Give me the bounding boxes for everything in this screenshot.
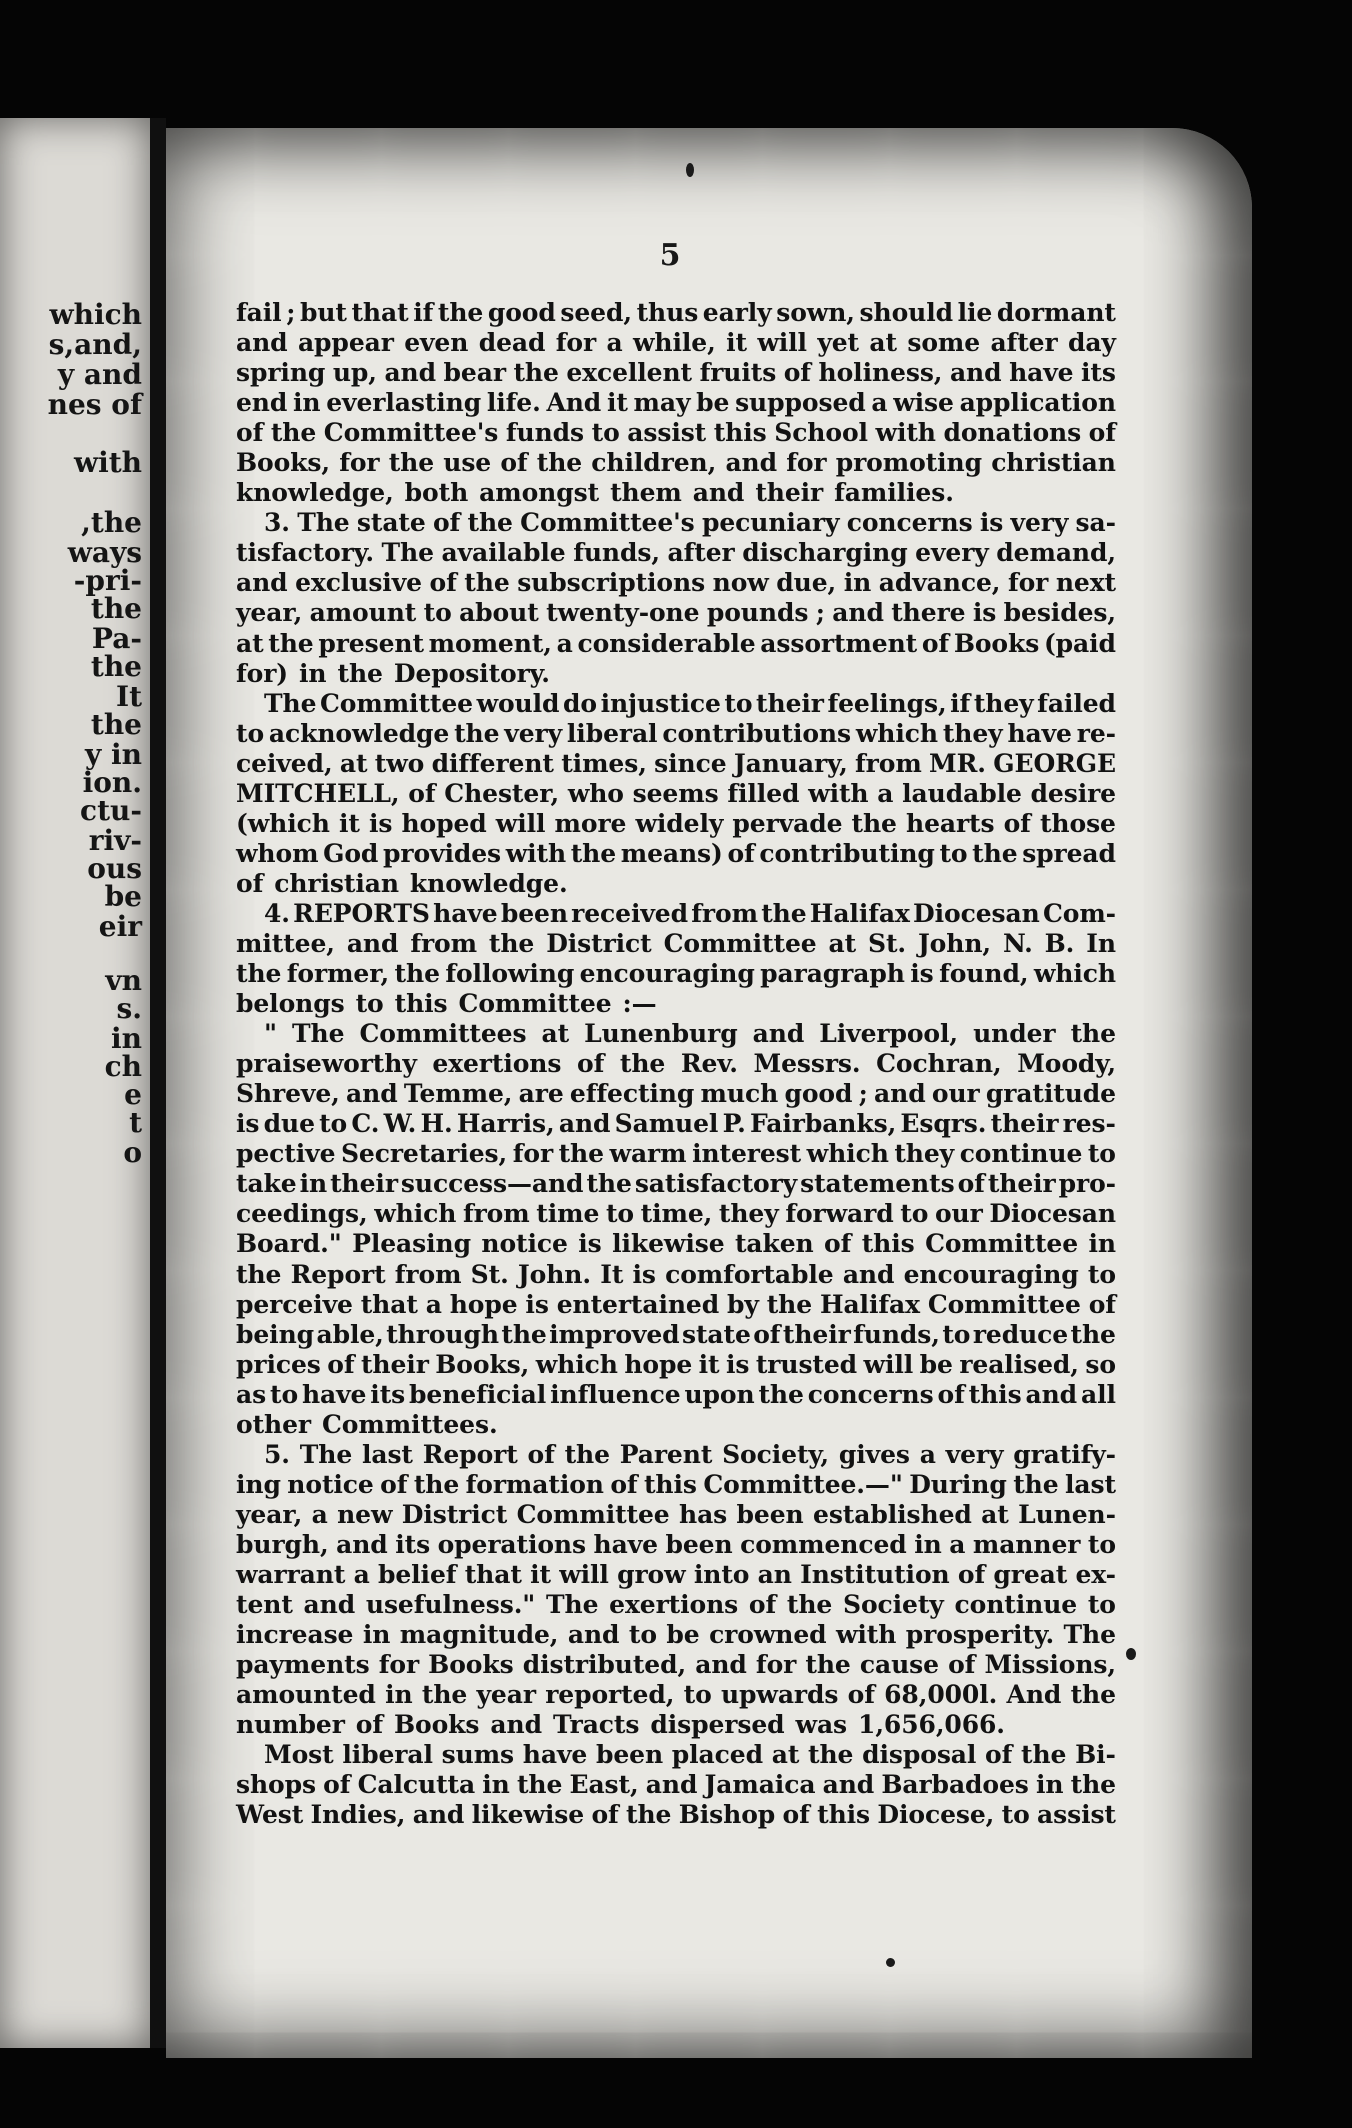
text-line: of christian knowledge. [236, 868, 568, 898]
text-line: (which it is hoped will more widely pervade the hearts of those [236, 808, 1116, 838]
left-page-edge [0, 118, 150, 2048]
text-line: to acknowledge the very liberal contributions which they have re- [236, 718, 1116, 748]
text-line: as to have its beneficial influence upon the concerns of this and all [236, 1379, 1116, 1409]
text-line: payments for Books distributed, and for the cause of Missions, [236, 1650, 1116, 1680]
left-page-fragment: nes of [47, 388, 142, 421]
text-line: West Indies, and likewise of the Bishop of this Diocese, to assist [236, 1800, 1116, 1830]
ink-speck [686, 163, 694, 177]
ink-speck [886, 1958, 895, 1967]
text-line: knowledge, both amongst them and their families. [236, 478, 954, 508]
left-page-fragment: which [49, 298, 142, 331]
text-line: for) in the Depository. [236, 658, 550, 688]
text-line: tent and usefulness." The exertions of the Society continue to [236, 1590, 1116, 1620]
left-page-fragment: riv- [88, 824, 142, 857]
left-page-fragment: Pa- [91, 622, 142, 655]
text-line: Books, for the use of the children, and for promoting christian [236, 448, 1116, 478]
text-line: ceived, at two different times, since January, from MR. GEORGE [236, 748, 1116, 778]
text-line: praiseworthy exertions of the Rev. Messrs. Cochran, Moody, [236, 1049, 1116, 1079]
left-page-fragment: -pri- [73, 564, 142, 597]
text-line: The Committee would do injustice to their feelings, if they failed [264, 688, 1116, 718]
text-line: 3. The state of the Committee's pecuniary concerns is very sa- [264, 508, 1116, 538]
text-line: " The Committees at Lunenburg and Liverpool, under the [264, 1019, 1116, 1049]
text-line: spring up, and bear the excellent fruits of holiness, and have its [236, 358, 1116, 388]
left-page-fragment: It [115, 680, 142, 713]
text-line: year, amount to about twenty-one pounds ; and there is besides, [236, 598, 1116, 628]
left-page-fragment: o [123, 1136, 142, 1169]
left-page-fragment: ous [87, 852, 142, 885]
text-line: perceive that a hope is entertained by the Halifax Committee of [236, 1289, 1116, 1319]
left-page-fragment: s,and, [48, 328, 142, 361]
page-number: 5 [659, 238, 681, 273]
document-page [166, 128, 1252, 2058]
text-line: increase in magnitude, and to be crowned with prosperity. The [236, 1620, 1116, 1650]
left-page-fragment: ,the [81, 506, 142, 539]
text-line: year, a new District Committee has been established at Lunen- [236, 1499, 1116, 1529]
left-page-fragment: the [90, 708, 142, 741]
text-line: of the Committee's funds to assist this School with donations of [236, 418, 1116, 448]
text-line: and appear even dead for a while, it will yet at some after day [236, 328, 1116, 358]
left-page-fragment: s. [116, 992, 142, 1025]
text-line: Most liberal sums have been placed at the disposal of the Bi- [264, 1740, 1116, 1770]
left-page-fragment: t [129, 1106, 142, 1139]
left-page-fragment: ch [104, 1050, 142, 1083]
text-line: number of Books and Tracts dispersed was 1,656,066. [236, 1710, 1005, 1740]
left-page-fragment: y and [57, 358, 142, 391]
text-line: Board." Pleasing notice is likewise taken of this Committee in [236, 1229, 1116, 1259]
ink-speck [1126, 1648, 1136, 1660]
left-page-fragment: ctu- [80, 794, 142, 827]
text-line: 4. REPORTS have been received from the Halifax Diocesan Com- [264, 898, 1116, 928]
text-line: pective Secretaries, for the warm interest which they continue to [236, 1139, 1116, 1169]
text-line: other Committees. [236, 1409, 498, 1439]
text-line: shops of Calcutta in the East, and Jamaica and Barbadoes in the [236, 1770, 1116, 1800]
text-line: is due to C. W. H. Harris, and Samuel P. Fairbanks, Esqrs. their res- [236, 1109, 1116, 1139]
left-page-fragment: the [90, 650, 142, 683]
text-line: warrant a belief that it will grow into an Institution of great ex- [236, 1559, 1116, 1589]
text-line: burgh, and its operations have been commenced in a manner to [236, 1529, 1116, 1559]
text-line: ing notice of the formation of this Committee.—" During the last [236, 1469, 1116, 1499]
text-line: belongs to this Committee :— [236, 989, 657, 1019]
left-page-fragment: y in [84, 738, 142, 771]
text-line: the former, the following encouraging paragraph is found, which [236, 959, 1116, 989]
left-page-fragment: the [90, 592, 142, 625]
page-gutter [150, 118, 166, 2048]
left-page-fragment: e [124, 1078, 142, 1111]
left-page-fragment: be [104, 880, 142, 913]
text-line: fail ; but that if the good seed, thus early sown, should lie dormant [236, 298, 1116, 327]
text-line: take in their success—and the satisfactory statements of their pro- [236, 1169, 1116, 1199]
text-line: amounted in the year reported, to upwards of 68,000l. And the [236, 1680, 1116, 1710]
text-line: ceedings, which from time to time, they forward to our Diocesan [236, 1199, 1116, 1229]
text-line: whom God provides with the means) of contributing to the spread [236, 838, 1116, 868]
text-line: Shreve, and Temme, are effecting much good ; and our gratitude [236, 1079, 1116, 1109]
left-page-fragment: in [111, 1022, 142, 1055]
left-page-fragment: vn [105, 964, 142, 997]
text-line: and exclusive of the subscriptions now due, in advance, for next [236, 568, 1116, 598]
text-line: being able, through the improved state of their funds, to reduce the [236, 1319, 1116, 1349]
text-line: 5. The last Report of the Parent Society, gives a very gratify- [264, 1439, 1116, 1469]
text-line: the Report from St. John. It is comfortable and encouraging to [236, 1259, 1116, 1289]
text-line: at the present moment, a considerable assortment of Books (paid [236, 628, 1116, 658]
text-line: MITCHELL, of Chester, who seems filled with a laudable desire [236, 778, 1116, 808]
text-line: prices of their Books, which hope it is trusted will be realised, so [236, 1349, 1116, 1379]
text-line: tisfactory. The available funds, after discharging every demand, [236, 538, 1116, 568]
body-text [236, 298, 1116, 1830]
text-line: mittee, and from the District Committee at St. John, N. B. In [236, 928, 1116, 958]
text-line: end in everlasting life. And it may be supposed a wise application [236, 388, 1116, 418]
left-page-fragment: ion. [82, 766, 142, 799]
left-page-fragment: ways [67, 536, 142, 569]
left-page-fragment: with [73, 446, 142, 479]
left-page-fragment: eir [98, 910, 142, 943]
